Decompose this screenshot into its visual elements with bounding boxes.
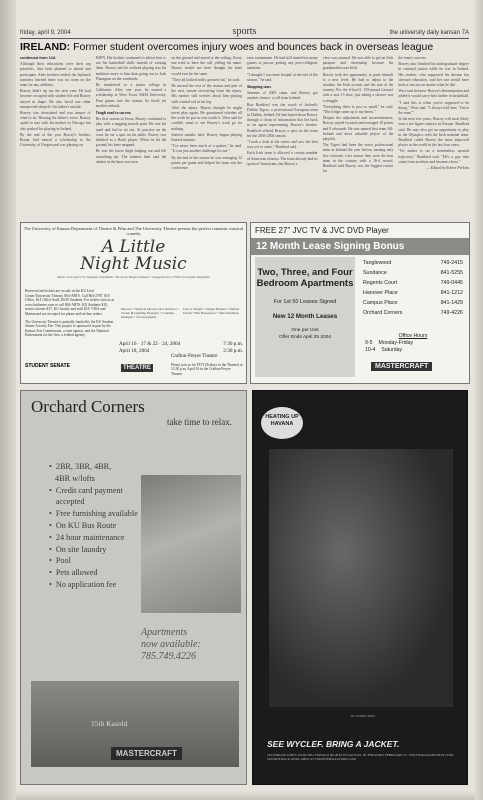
orchard-contact — [141, 627, 201, 663]
paragraph: ESPN. His brother continued to advise him to use his basketball skills instead of wasting them. Bracey said he realized playing was his ambition more to him than going out to Jack Flanagans on the weekends. — [95, 56, 167, 81]
property-name: Regents Court — [363, 280, 398, 286]
property-name: Hanover Place — [363, 290, 398, 296]
office-hours — [361, 333, 465, 354]
list-item — [363, 278, 463, 288]
orchard-corners-ad — [20, 390, 247, 785]
list-item — [363, 258, 463, 268]
performance-time-1: 7:30 p.m. — [223, 341, 243, 347]
bullet-icon: • — [49, 485, 52, 495]
hours-time: 9-5 — [365, 340, 373, 346]
orchard-features — [49, 461, 141, 591]
hours-row — [361, 347, 465, 354]
property-name: Sundance — [363, 270, 387, 276]
list-item — [363, 298, 463, 308]
theatre-title-line2: Night Music — [80, 254, 187, 274]
page-bottom-shadow — [16, 790, 475, 800]
orchard-address: 15th Kasold — [91, 719, 128, 728]
headline-text: Former student overcomes injury woes and bounces back in overseas league — [73, 41, 434, 53]
subheading: Tough road to success — [95, 111, 132, 116]
promo-offer: Offer Ends April 25 2004 — [278, 335, 332, 340]
article-byline: continued from 12A — [20, 56, 56, 60]
paragraph: By the end of the year Bracey's brother, Bryan, had earned a scholarship to the University of Oregon and was playing on — [20, 132, 91, 148]
mastercraft-logo: MASTERCRAFT — [371, 362, 432, 371]
theatre-presenter: The University of Kansas Department of Theatre & Film and The University Theatre present the perfect romantic musical comedy — [23, 226, 244, 236]
paragraph: He saw his lower thigh bulging out and felt something rip. The trainers later said the tendon in the knee was torn. — [95, 149, 167, 164]
feature-text: On site laundry — [55, 544, 107, 554]
paragraph: "I thought I was done hoopin' at the end of the season," he said. — [247, 72, 318, 82]
theatre-talk: Please join us for FITT (Fridays in the Theatre) at 12:30 p.m. April 16 in the Crafton-Preyer Theatre. — [171, 363, 243, 376]
bullet-icon: • — [49, 568, 52, 578]
paragraph: "I said this is when you're supposed to be doing," West said. "I always told him, 'You're the man.'" — [398, 100, 469, 116]
office-hours-title: Office Hours — [398, 333, 428, 339]
article-column-1 — [20, 56, 91, 216]
list-item — [363, 308, 463, 318]
headline-kicker: IRELAND: — [20, 41, 71, 53]
paragraph: West said he knew Bracey's determination and added it would carry him further in basketball. — [398, 89, 469, 99]
feature-text: Pets allowed — [55, 568, 98, 578]
mastercraft-logo: MASTERCRAFT — [111, 747, 182, 760]
list-item — [49, 567, 141, 579]
theatre-staff-names: Jack S. Wright • Ginger Hendee • Delbert Unruh • Bob Hassenson • John Staniunas — [183, 307, 240, 316]
list-item — [49, 555, 141, 567]
paragraph: Bracey also finished his undergraduate degree in criminal justice while he was in Ireland. His mother, who supported his dreams but stressed education, said her son would have been a success no matter what he did. — [398, 62, 469, 88]
promo-first: For 1st 50 Leases Signed — [273, 299, 337, 305]
funding-text: The University Theatre is partially funded by the KU Student Senate Activity Fee. This project is sponsored in part by the Kansas Arts Commission, a state agency, and the National Endowment for the Arts, a federal agency. — [25, 319, 114, 338]
lease-promo-top: FREE 27" JVC TV & JVC DVD Player — [255, 226, 389, 235]
theatre-staff-roles: Director • Musical Director & Conductor • Scenic & Lighting Designer • Costume Designer • Choreographer — [121, 307, 179, 320]
theatre-title-line1: A Little — [101, 237, 166, 257]
property-phone: 841-1212 — [440, 290, 463, 296]
theatre-title — [21, 239, 246, 273]
bullet-icon: • — [49, 532, 52, 542]
article-column-6 — [398, 56, 469, 216]
hours-time: 10-4 — [365, 347, 376, 353]
apartment-interior-photo — [141, 475, 241, 613]
list-item — [49, 461, 141, 473]
paragraph: Ron Bradford was the coach of Ireland's Dublin Tigers, a professional European team in Dublin, Ireland. He had heard about Bracey through a chain of information that led back to an agent representing Bracey's brother. Bradford offered Bracey a spot on the team for the 2003-2004 season. — [247, 102, 318, 138]
header-paper: the university daily kansan 7A — [389, 30, 469, 36]
lease-promo-box — [255, 257, 355, 377]
list-item — [49, 579, 141, 591]
paragraph: By the end of the season he was averaging 12 points per game and helped his team win the conference — [171, 155, 243, 171]
list-item — [49, 473, 141, 485]
orchard-phone: 785.749.4226 — [141, 651, 196, 662]
ad-photo — [269, 449, 453, 707]
property-phone: 841-5255 — [440, 270, 463, 276]
feature-text: 2BR, 3BR, 4BR, — [55, 462, 112, 471]
article-body — [20, 56, 469, 216]
performance-date-1: April 16 · 17 & 22 · 24, 2004 — [119, 341, 181, 347]
paragraph: Summer of 2003 came, and Bracey got another chance: a call from Ireland. — [247, 91, 318, 101]
page-header — [20, 24, 469, 39]
contact-line-1: Apartments — [141, 627, 188, 638]
bullet-icon: • — [49, 556, 52, 566]
promo-one: One per Unit — [291, 328, 319, 333]
editor-credit: — Edited by Robert Perkins — [426, 166, 469, 171]
paragraph: Although their educations were their top priorities, they both planned to attend and participate. After brothers ended, the Jayhawk transfers learned there was no room on the team for any addition. — [20, 62, 91, 88]
property-phone: 749-0445 — [440, 280, 463, 286]
theatre-venue: Crafton-Preyer Theatre — [171, 354, 218, 359]
list-item — [49, 520, 141, 532]
property-phone: 841-1429 — [440, 300, 463, 306]
heating-up-havana-logo: HEATING UP HAVANA — [261, 407, 303, 439]
paragraph: Sixteen months later, Bracey began playing limited minutes. — [171, 132, 243, 143]
bullet-icon — [49, 473, 51, 485]
page-gutter — [0, 0, 16, 800]
list-item — [363, 268, 463, 278]
paragraph: He missed the rest of the season and part of the next season recovering from the injury. His mother still worries about him playing with a metal rod in his leg. — [171, 84, 243, 104]
hours-days: Saturday — [381, 347, 403, 353]
property-list — [363, 258, 463, 318]
paragraph: His first season in Texas, Bracey continued to play with a nagging muscle pain. He tore his quad and had to sit out. At practice on the court he cut a spot on his ankle. Bracey was finished as a Buffs player. When he hit the ground, his knee snapped. — [95, 117, 167, 148]
header-date: friday, april 9, 2004 — [20, 30, 71, 36]
paragraph: The Tigers had been the worst professional team in Ireland the year before, earning only five victories. Last season they were the best team in the country with a 16-4 record. Bradford said Bracey was the biggest reason for — [322, 143, 394, 174]
hours-days: Monday-Friday — [378, 340, 414, 346]
theatre-credits: Music and Lyrics by Stephen Sondheim • Book by Hugh Wheeler • Suggested by a Film by Ingmar Bergman — [57, 275, 210, 279]
bullet-icon: • — [49, 579, 52, 589]
paragraph: Bracey took the opportunity to push himself to a new level. He had to adjust to the weather, the Irish accents and the size of the country. For the 6-foot-5, 195-pound forward with a size 13 shoe, just taking a shower was a struggle. — [322, 72, 394, 103]
lease-ad — [250, 222, 470, 384]
property-name: Campus Place — [363, 300, 398, 306]
bullet-icon: • — [49, 509, 52, 519]
paragraph: on the ground and stared at the ceiling. Every one tried to have the call, yelling his name. Bracey would not have thought his knee would ever be the same. — [171, 56, 243, 76]
paragraph: Despite the adjustment and inconveniences, Bracey stayed focused and averaged 18 points and 8 rebounds. He was named first team All-Ireland and most valuable player of the playoffs. — [322, 116, 394, 142]
article-column-5 — [323, 56, 394, 216]
paragraph: the team's success. — [398, 56, 427, 60]
feature-text: 4BR w/lofts — [55, 473, 95, 483]
paragraph: He transferred to a junior college in California. After one year, he earned a scholarship at West Texas A&M University. Four games into the season, he faced yet another setback. — [95, 83, 167, 108]
paragraph: In the next few years, Bracey will most likely earn a six-figure contract in Europe, Bradford said. He may also get an opportunity to play in the Olympics with the Irish national team. Bradford called Bracey the most improved player in the world in the last four years. — [398, 117, 469, 148]
feature-text: No application fee — [55, 579, 117, 589]
promo-new: New 12 Month Leases — [272, 313, 338, 320]
paragraph: "I've never been much of a quitter," he said. "It was just another challenge for me." — [171, 144, 243, 154]
property-phone: 749-4226 — [440, 310, 463, 316]
theatre-ticket-info — [25, 289, 117, 338]
paragraph: After the injury, Bracey thought he might never play again. He questioned whether all the work he put in was worth it. West said he couldn't stand to see Bracey's work go for nothing. — [171, 105, 243, 131]
havana-nights-ad — [252, 390, 468, 785]
feature-text: On KU Bus Route — [55, 520, 117, 530]
paragraph: "Everything there is just so small," he said. "The fridge came up to my knees." — [322, 104, 394, 115]
hours-row — [361, 340, 465, 347]
bullet-icon: • — [49, 520, 52, 530]
list-item — [49, 485, 141, 509]
feature-text: Pool — [55, 556, 71, 566]
bullet-icon: • — [49, 544, 52, 554]
orchard-name: Orchard Corners — [31, 397, 145, 416]
lease-banner: 12 Month Lease Signing Bonus — [251, 238, 469, 255]
list-item — [49, 544, 141, 556]
property-name: Tanglewood — [363, 260, 392, 266]
ad-slogan: SEE WYCLEF. BRING A JACKET. — [267, 739, 400, 749]
list-item — [49, 532, 141, 544]
promo-title: Two, Three, and Four Bedroom Apartments — [256, 267, 354, 289]
paragraph: Bracey was devastated and was unsure of what to do. Hearing his father's voice, Bracey opted to stay with his mother in Chicago but also pushed for playing in Ireland. — [20, 111, 91, 131]
theatre-dates — [119, 341, 243, 355]
article-column-3 — [171, 56, 242, 216]
orchard-tagline: take time to relax. — [167, 417, 232, 427]
ad-fine-print: IN STORES NOW — [350, 714, 376, 718]
subheading: Shopping stars — [247, 85, 272, 90]
feature-text: Free furnishing available — [55, 509, 138, 519]
list-item — [363, 288, 463, 298]
list-item — [49, 508, 141, 520]
property-phone: 749-2415 — [440, 260, 463, 266]
feature-text: 24 hour maintenance — [55, 532, 125, 542]
page-edge — [475, 0, 483, 800]
paragraph: Bracey didn't tip out the next year. He had become occupied with student life and Bracey stayed in shape. He also faced one other unexpected obstacle: his father's suicide. — [20, 89, 91, 109]
student-senate-logo: STUDENT SENATE — [25, 363, 70, 369]
paragraph: view was unusual. He was able to get an Irish passport and citizenship because his grandmother was Irish. — [322, 56, 394, 71]
paragraph: "No matter is on a tremendous upward trajectory," Bradford said. "He's a guy who came from nowhere and became a hero." — [398, 149, 469, 164]
article-column-4 — [247, 56, 318, 216]
paragraph: "I took a look at his career and saw the best way yet to come," Bradford said. — [247, 140, 318, 150]
feature-text: Credit card payment accepted — [55, 485, 123, 507]
ticket-info-text: Reserved and tickets are on sale in the KU Lied Center/University Theatre, 864-ARTS. Call 864-2787. $16 Office, $14 Office Staff, $9.50 Students. For tickets visit us at www.kutheatre.com or call 864-ARTS. KU Students $10, senior citizens $17, KU faculty and staff $18. VISA and Mastercard are accepted for phone and on-line orders. — [25, 289, 115, 316]
bullet-icon: • — [49, 462, 52, 471]
performance-date-2: April 18, 2004 — [119, 348, 150, 354]
performance-time-2: 2:30 p.m. — [223, 348, 243, 354]
contact-line-2: now available: — [141, 639, 201, 650]
header-section: sports — [232, 26, 257, 37]
article-column-2 — [96, 56, 167, 216]
theatre-ad — [20, 222, 247, 384]
property-name: Orchard Corners — [363, 310, 403, 316]
theatre-logo: THEATRE — [123, 365, 151, 371]
ad-bottom-text: CELEBRATE DIRTY DANCING: HAVANA NIGHTS IN KANSAS. IN THEATRES FEBRUARY 27. VISIT HAVANANIGHTS.COM. SOUNDTRACK AVAILABLE AT VIRGINMEGASTORE.COM — [267, 753, 454, 762]
paragraph: ence tournament. He had still sinned too many games to pursue getting any post-collegiate attention. — [247, 56, 318, 71]
article-headline — [20, 41, 469, 53]
paragraph: "They all looked really grossed out," he said. — [171, 77, 240, 82]
paragraph: Each Irish team is allowed a certain number of American citizens. The team already had its quota of Americans, but Bracey's — [247, 151, 318, 166]
